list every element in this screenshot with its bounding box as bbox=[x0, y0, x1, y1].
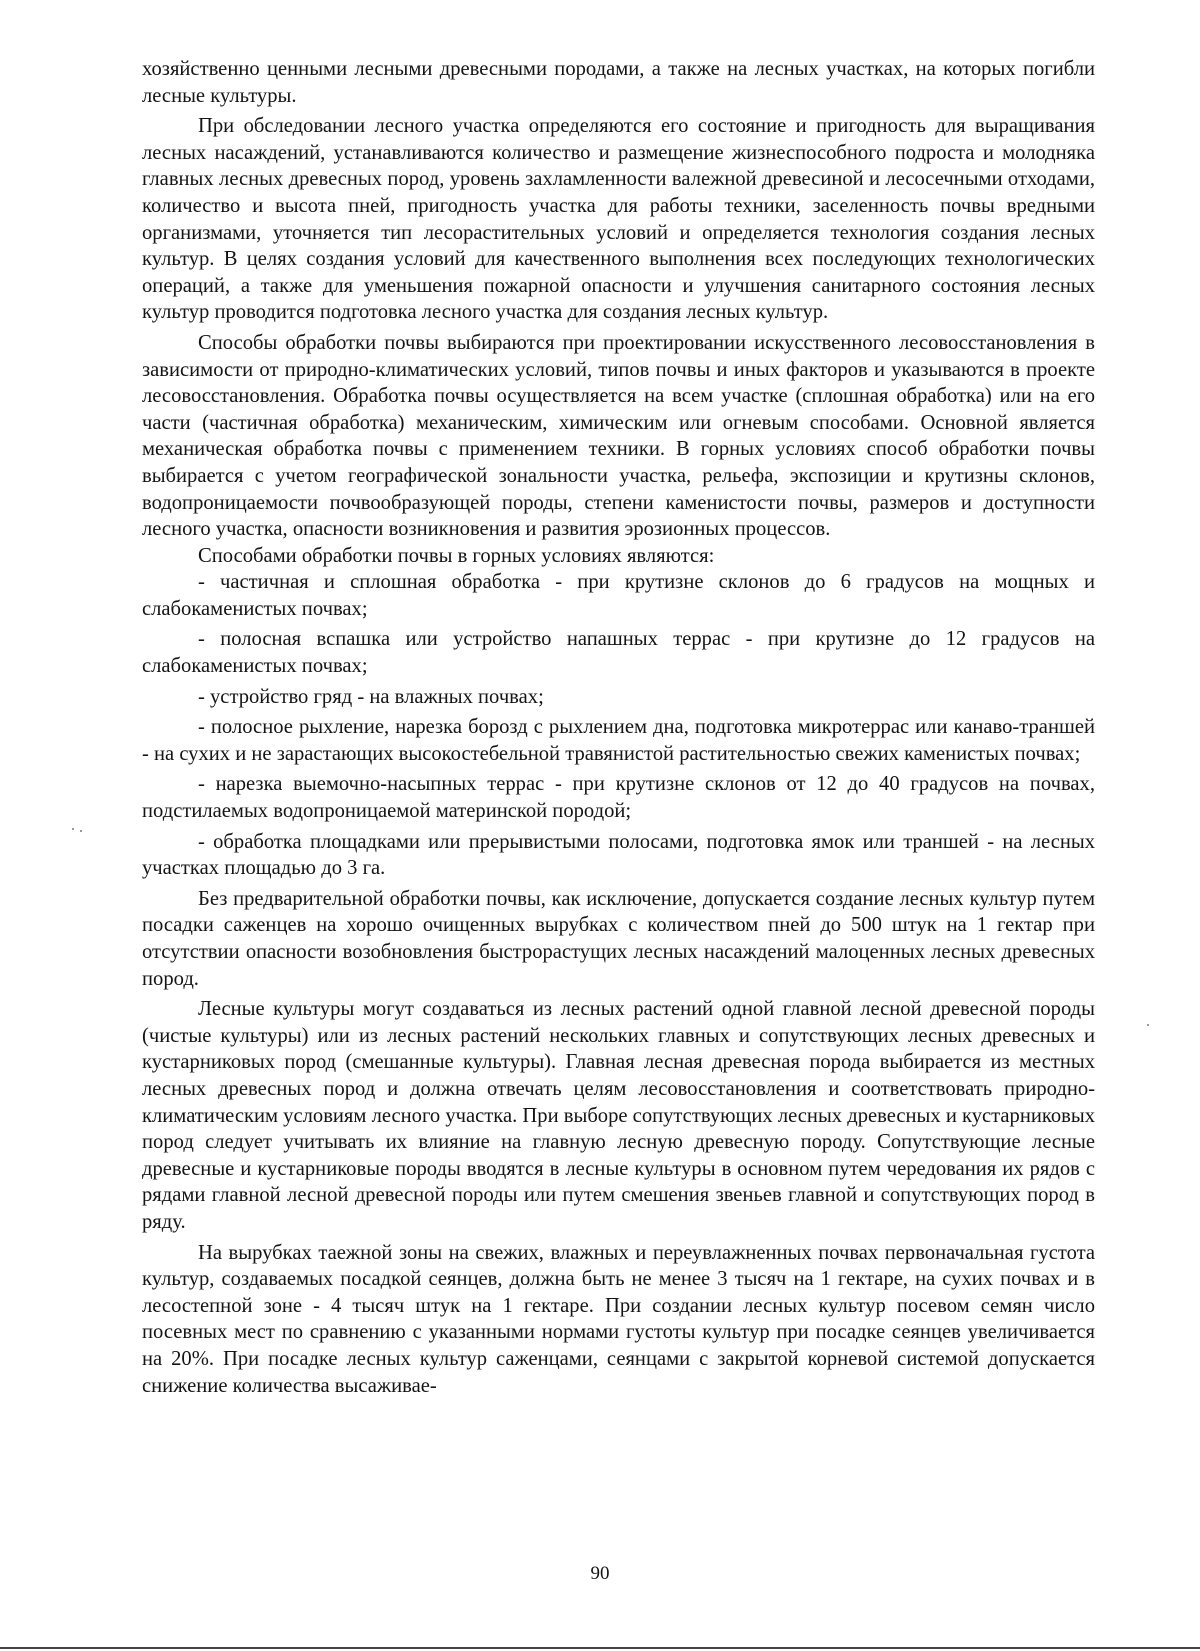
page-body bbox=[142, 56, 1095, 1403]
paragraph-no-pretreatment: Без предварительной обработки почвы, как исключение, допускается создание лесных культур путем посадки саженцев на хорошо очищенных вырубках с количеством пней до 500 штук на 1 гектар при отсутствии опасности возобновления быстрорастущих лесных насаждений малоценных лесных древесных пород. bbox=[142, 887, 1095, 990]
page-number: 90 bbox=[590, 1563, 610, 1584]
bottom-rule bbox=[0, 1647, 1200, 1649]
list-item: - полосная вспашка или устройство напашных террас - при крутизне до 12 градусов на слабокаменистых почвах; bbox=[142, 628, 1095, 678]
paragraph-forest-crops-composition: Лесные культуры могут создаваться из лесных растений одной главной лесной древесной породы (чистые культуры) или из лесных растений нескольких главных и сопутствующих лесных древесных и кустарниковых пород (смешанные культуры). Главная лесная древесная порода выбирается из местных лесных древесных пород и должна отвечать целям лесовосстановления и соответствовать природно-климатическим условиям лесного участка. При выборе сопутствующих лесных древесных и кустарниковых пород следует учитывать их влияние на главную лесную древесную породу. Сопутствующие лесные древесные и кустарниковые породы вводятся в лесные культуры в основном путем чередования их рядов с рядами главной лесной древесной породы или путем смешения звеньев главной и сопутствующих пород в ряду. bbox=[142, 998, 1096, 1233]
list-item: - устройство гряд - на влажных почвах; bbox=[198, 685, 544, 708]
list-item: - нарезка выемочно-насыпных террас - при крутизне склонов от 12 до 40 градусов на почвах, подстилаемых водопроницаемой материнской породой; bbox=[142, 773, 1095, 823]
paragraph-planting-density: На вырубках таежной зоны на свежих, влажных и переувлажненных почвах первоначальная густота культур, создаваемых посадкой сеянцев, должна быть не менее 3 тысяч на 1 гектаре, на сухих почвах и в лесостепной зоне - 4 тысяч штук на 1 гектаре. При создании лесных культур посевом семян число посевных мест по сравнению с указанными нормами густоты культур при посадке сеянцев увеличивается на 20%. При посадке лесных культур саженцами, сеянцами с закрытой корневой системой допускается снижение количества высаживае- bbox=[142, 1241, 1095, 1397]
paragraph-soil-treatment-methods: Способы обработки почвы выбираются при проектировании искусственного лесовосстановления в зависимости от природно-климатических условий, типов почвы и иных факторов и указываются в проекте лесовосстановления. Обработка почвы осуществляется на всем участке (сплошная обработка) или на его части (частичная обработка) механическим, химическим или огневым способами. Основной является механическая обработка почвы с применением техники. В горных условиях способ обработки почвы выбирается с учетом географической зональности участка, рельефа, экспозиции и крутизны склонов, водопроницаемости почвообразующей породы, степени каменистости почвы, размеров и доступности лесного участка, опасности возникновения и развития эрозионных процессов. bbox=[142, 331, 1095, 541]
paragraph-mountain-methods-intro: Способами обработки почвы в горных условиях являются: bbox=[198, 544, 715, 567]
scan-speck bbox=[1147, 1024, 1149, 1026]
list-item: - полосное рыхление, нарезка борозд с рыхлением дна, подготовка микротеррас или канаво-траншей - на сухих и не зарастающих высокостебельной травянистой растительностью свежих каменистых почвах; bbox=[142, 716, 1095, 765]
list-item: - частичная и сплошная обработка - при крутизне склонов до 6 градусов на мощных и слабокаменистых почвах; bbox=[142, 571, 1095, 620]
list-item: - обработка площадками или прерывистыми полосами, подготовка ямок или траншей - на лесных участках площадью до 3 га. bbox=[142, 830, 1095, 880]
paragraph-site-survey: При обследовании лесного участка определяются его состояние и пригодность для выращивания лесных насаждений, устанавливаются количество и размещение жизнеспособного подроста и молодняка главных лесных древесных пород, уровень захламленности валежной древесиной и лесосечными отходами, количество и высота пней, пригодность участка для работы техники, заселенность почвы вредными организмами, уточняется тип лесорастительных условий и определяется технология создания лесных культур. В целях создания условий для качественного выполнения всех последующих технологических операций, а также для уменьшения пожарной опасности и улучшения санитарного состояния лесных культур проводится подготовка лесного участка для создания лесных культур. bbox=[142, 115, 1095, 324]
scan-speck bbox=[72, 828, 74, 830]
scan-speck bbox=[80, 830, 82, 832]
paragraph-continuation: хозяйственно ценными лесными древесными породами, а также на лесных участках, на которых погибли лесные культуры. bbox=[142, 58, 1095, 107]
